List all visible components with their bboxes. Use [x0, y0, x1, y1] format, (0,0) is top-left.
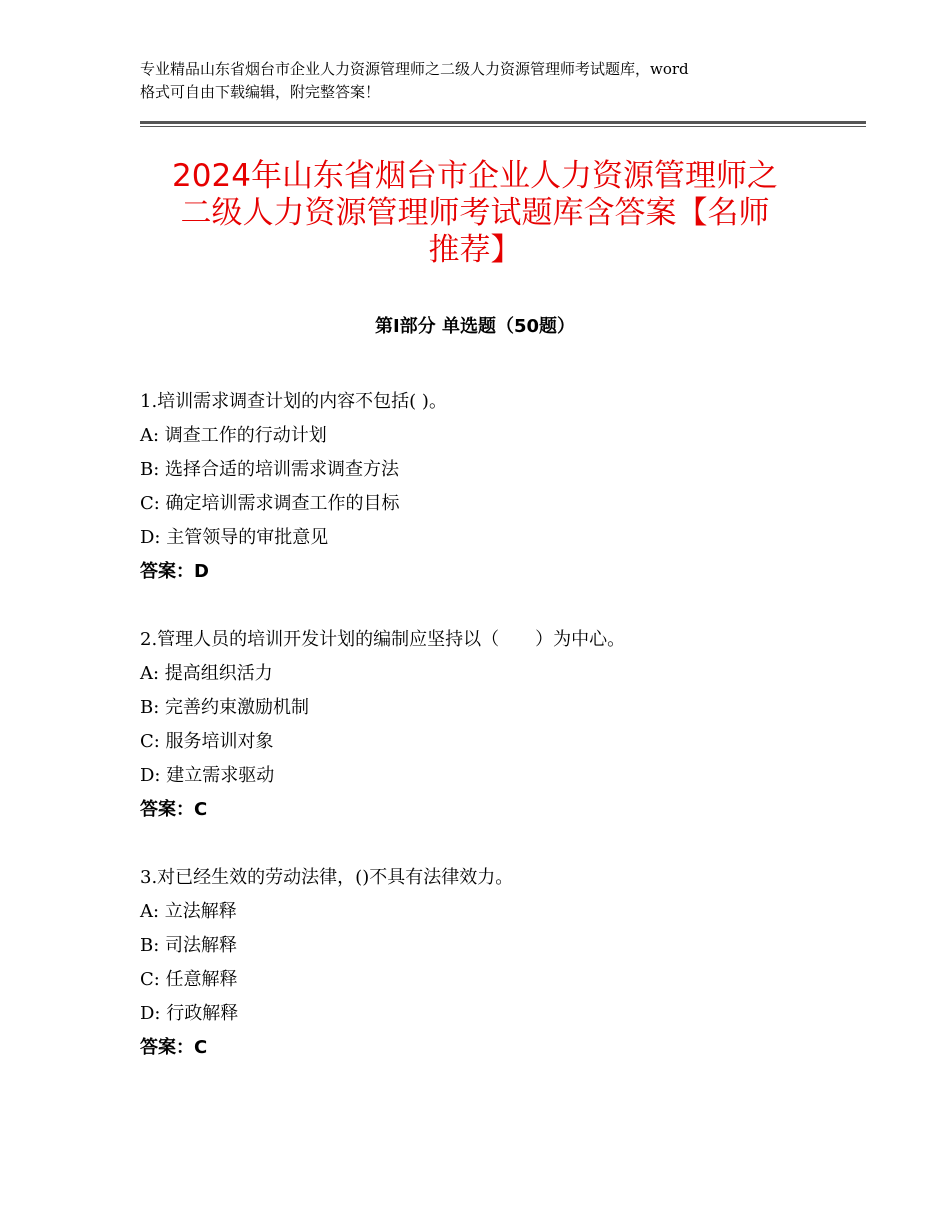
option-d: D: 主管领导的审批意见	[140, 527, 329, 548]
header-note-line-2: 格式可自由下载编辑，附完整答案！	[140, 83, 381, 101]
question-item	[140, 861, 840, 1065]
header-note-line-1: 专业精品山东省烟台市企业人力资源管理师之二级人力资源管理师考试题库，word	[140, 60, 689, 78]
header-divider	[140, 121, 866, 127]
option-d: D: 建立需求驱动	[140, 765, 275, 786]
option-c: C: 确定培训需求调查工作的目标	[140, 493, 400, 514]
option-c: C: 任意解释	[140, 969, 238, 990]
option-c: C: 服务培训对象	[140, 731, 274, 752]
option-d: D: 行政解释	[140, 1003, 239, 1024]
header-note	[140, 58, 830, 104]
question-stem: 2.管理人员的培训开发计划的编制应坚持以（ ）为中心。	[140, 629, 626, 650]
document-title-line-1: 2024年山东省烟台市企业人力资源管理师之	[172, 158, 778, 194]
option-b: B: 司法解释	[140, 935, 238, 956]
answer-label: 答案：C	[140, 1037, 208, 1058]
option-a: A: 提高组织活力	[140, 663, 273, 684]
question-stem: 1.培训需求调查计划的内容不包括( )。	[140, 391, 447, 412]
option-a: A: 立法解释	[140, 901, 237, 922]
document-title	[120, 158, 830, 269]
answer-label: 答案：C	[140, 799, 208, 820]
question-item	[140, 623, 840, 827]
document-title-line-3: 推荐】	[428, 232, 522, 268]
option-b: B: 完善约束激励机制	[140, 697, 310, 718]
answer-label: 答案：D	[140, 561, 209, 582]
question-item	[140, 385, 840, 589]
section-heading: 第Ⅰ部分 单选题（50题）	[374, 316, 575, 337]
question-list	[140, 385, 840, 1099]
option-b: B: 选择合适的培训需求调查方法	[140, 459, 400, 480]
question-stem: 3.对已经生效的劳动法律，()不具有法律效力。	[140, 867, 514, 888]
option-a: A: 调查工作的行动计划	[140, 425, 327, 446]
document-title-line-2: 二级人力资源管理师考试题库含答案【名师	[180, 195, 770, 231]
